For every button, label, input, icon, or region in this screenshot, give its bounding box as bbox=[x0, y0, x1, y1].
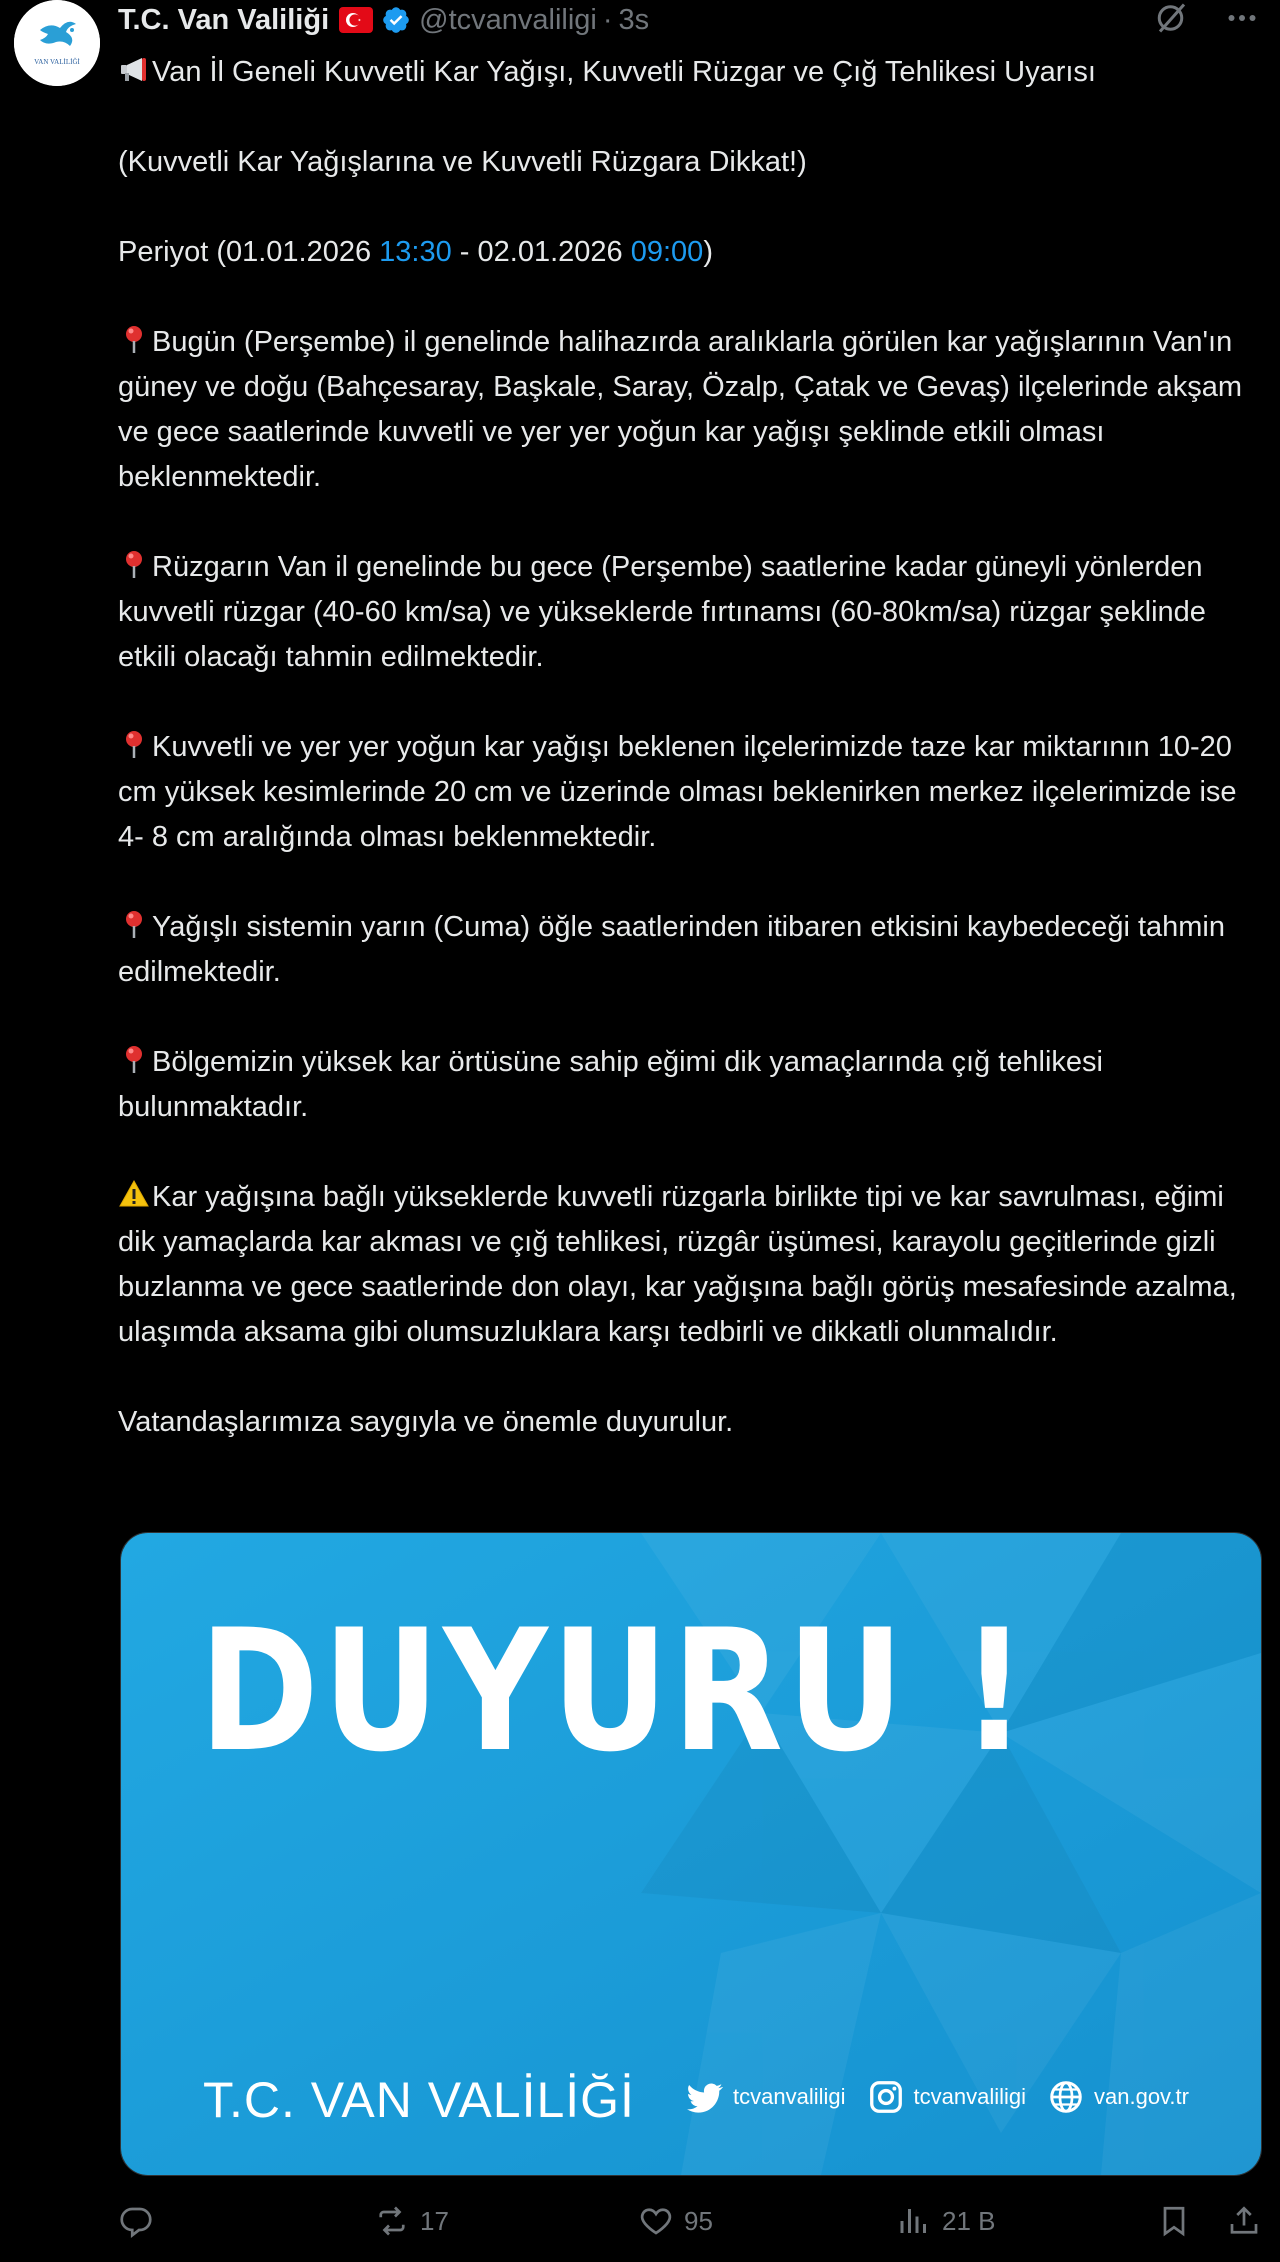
paragraph-4-text: Yağışlı sistemin yarın (Cuma) öğle saatlerinden itibaren etkisini kaybedeceği tahmin edilmektedir. bbox=[118, 911, 1225, 988]
more-icon[interactable] bbox=[1224, 0, 1260, 36]
reply-icon bbox=[118, 2203, 154, 2239]
paragraph-2 bbox=[118, 545, 1258, 680]
period-line bbox=[118, 230, 1258, 275]
globe-icon bbox=[1048, 2079, 1084, 2115]
bookmark-button[interactable] bbox=[1156, 2203, 1192, 2239]
display-name[interactable]: T.C. Van Valiliği bbox=[118, 3, 330, 36]
instagram-icon bbox=[868, 2079, 904, 2115]
van-valiligi-logo-icon bbox=[14, 0, 100, 86]
warning-text: Kar yağışına bağlı yükseklerde kuvvetli rüzgarla birlikte tipi ve kar savrulması, eğimi dik yamaçlarda kar akması ve çığ tehlikesi, rüzgâr üşümesi, karayolu geçitlerinde gizli buzlanma ve gece saatlerinde don olayı, kar yağışına bağlı görüş mesafesinde azalma, ulaşımda aksama gibi olumsuzluklara karşı tedbirli ve dikkatli olunmalıdır. bbox=[118, 1181, 1237, 1348]
post-title: Van İl Geneli Kuvvetli Kar Yağışı, Kuvvetli Rüzgar ve Çığ Tehlikesi Uyarısı bbox=[152, 56, 1096, 88]
paragraph-4 bbox=[118, 905, 1258, 995]
like-button[interactable] bbox=[638, 2203, 713, 2239]
views-chart-icon bbox=[896, 2203, 932, 2239]
reply-button[interactable] bbox=[118, 2203, 154, 2239]
announcement-socials bbox=[687, 2079, 1189, 2115]
post-header bbox=[118, 0, 1260, 40]
grok-icon[interactable] bbox=[1154, 0, 1190, 36]
round-pushpin-icon bbox=[118, 323, 150, 355]
paragraph-3-text: Kuvvetli ve yer yer yoğun kar yağışı beklenen ilçelerimizde taze kar miktarının 10-20 cm yüksek kesimlerinde 20 cm ve üzerinde olması beklenirken merkez ilçelerimizde ise 4- 8 cm aralığında olması beklenmektedir. bbox=[118, 731, 1237, 853]
post-actions bbox=[118, 2196, 1266, 2246]
period-suffix: ) bbox=[703, 236, 713, 268]
period-prefix: Periyot (01.01.2026 bbox=[118, 236, 380, 268]
views-button[interactable] bbox=[896, 2203, 996, 2239]
round-pushpin-icon bbox=[118, 1043, 150, 1075]
twitter-text: tcvanvaliligi bbox=[733, 2084, 846, 2109]
views-count: 21 B bbox=[942, 2205, 996, 2236]
megaphone-icon bbox=[118, 53, 150, 85]
post-subtitle: (Kuvvetli Kar Yağışlarına ve Kuvvetli Rüzgara Dikkat!) bbox=[118, 146, 807, 178]
timestamp[interactable]: 3s bbox=[618, 3, 650, 36]
paragraph-1-text: Bugün (Perşembe) il genelinde halihazırda aralıklarla görülen kar yağışlarının Van'ın güney ve doğu (Bahçesaray, Başkale, Saray, Özalp, Çatak ve Gevaş) ilçelerinde akşam ve gece saatlerinde kuvvetli ve yer yer yoğun kar yağışı şeklinde etkili olması beklenmektedir. bbox=[118, 326, 1243, 493]
repost-count: 17 bbox=[420, 2205, 449, 2236]
paragraph-5 bbox=[118, 1040, 1258, 1130]
share-icon bbox=[1226, 2203, 1262, 2239]
twitter-bird-icon bbox=[687, 2079, 723, 2115]
share-button[interactable] bbox=[1226, 2203, 1262, 2239]
round-pushpin-icon bbox=[118, 728, 150, 760]
repost-icon bbox=[374, 2203, 410, 2239]
twitter-handle bbox=[687, 2079, 846, 2115]
bookmark-icon bbox=[1156, 2203, 1192, 2239]
paragraph-3 bbox=[118, 725, 1258, 860]
like-count: 95 bbox=[684, 2205, 713, 2236]
warning-paragraph bbox=[118, 1175, 1258, 1355]
handle[interactable]: @tcvanvaliligi bbox=[419, 3, 597, 36]
website-text: van.gov.tr bbox=[1094, 2084, 1189, 2109]
round-pushpin-icon bbox=[118, 548, 150, 580]
repost-button[interactable] bbox=[374, 2203, 449, 2239]
round-pushpin-icon bbox=[118, 908, 150, 940]
paragraph-2-text: Rüzgarın Van il genelinde bu gece (Perşembe) saatlerine kadar güneyli yönlerden kuvvetli rüzgar (40-60 km/sa) ve yükseklerde fırtınamsı (60-80km/sa) rüzgar şeklinde etkili olacağı tahmin edilmektedir. bbox=[118, 551, 1206, 673]
post-title-line bbox=[118, 50, 1258, 95]
website bbox=[1048, 2079, 1189, 2115]
instagram-handle bbox=[868, 2079, 1027, 2115]
post-image[interactable] bbox=[120, 1532, 1262, 2176]
verified-badge-icon[interactable] bbox=[381, 5, 411, 35]
instagram-text: tcvanvaliligi bbox=[913, 2084, 1026, 2109]
turkey-flag-icon bbox=[339, 7, 373, 33]
avatar[interactable] bbox=[14, 0, 100, 86]
closing-line: Vatandaşlarımıza saygıyla ve önemle duyurulur. bbox=[118, 1406, 734, 1438]
header-actions bbox=[1154, 0, 1260, 36]
paragraph-5-text: Bölgemizin yüksek kar örtüsüne sahip eğimi dik yamaçlarında çığ tehlikesi bulunmaktadır. bbox=[118, 1046, 1103, 1123]
announcement-headline: DUYURU ! bbox=[199, 1593, 1031, 1789]
separator-dot: · bbox=[602, 3, 613, 36]
period-mid: - 02.01.2026 bbox=[451, 236, 631, 268]
post-text bbox=[118, 50, 1258, 1445]
svg-text:VAN VALİLİĞİ: VAN VALİLİĞİ bbox=[34, 58, 80, 66]
heart-icon bbox=[638, 2203, 674, 2239]
paragraph-1 bbox=[118, 320, 1258, 500]
announcement-footer: T.C. VAN VALİLİĞİ bbox=[203, 2072, 635, 2128]
warning-icon bbox=[118, 1178, 150, 1210]
period-time-start[interactable]: 13:30 bbox=[379, 236, 452, 268]
period-time-end[interactable]: 09:00 bbox=[630, 236, 704, 268]
